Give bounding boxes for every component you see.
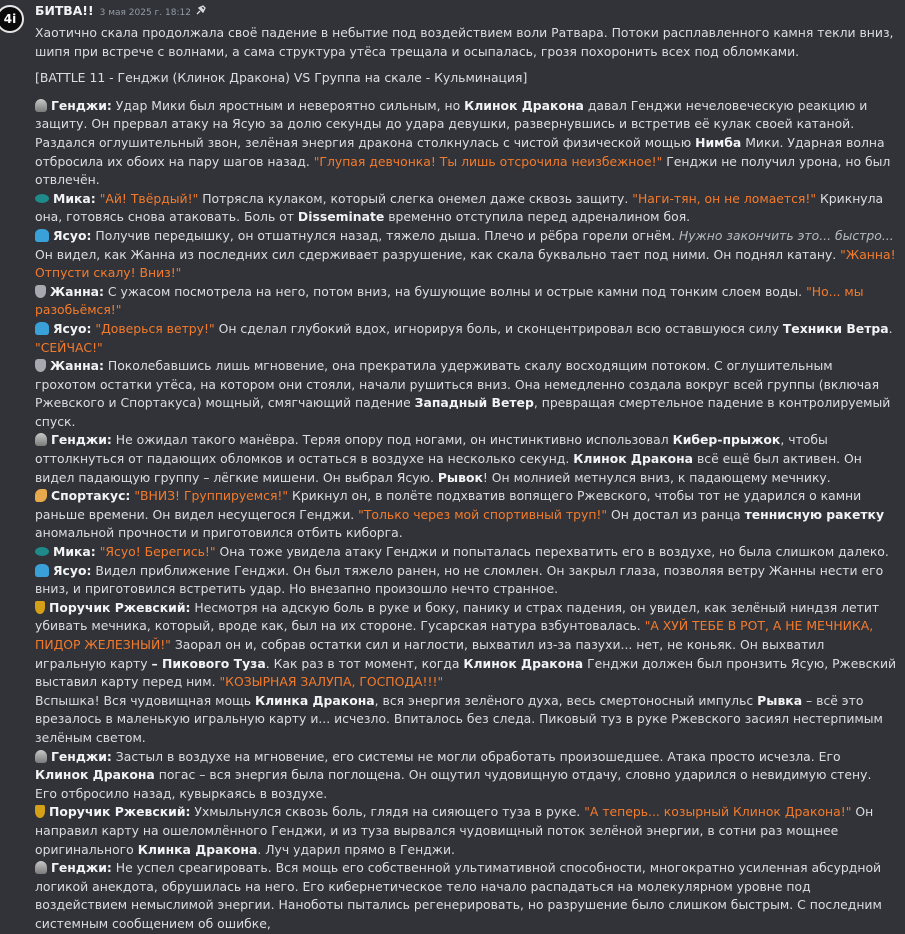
narration: Мики. Ударная волна отбросила их обоих на пару шагов назад. — [35, 134, 885, 169]
jeanne-icon — [35, 359, 46, 372]
log-line — [35, 320, 897, 357]
quote: "Но... мы разобьёмся!" — [35, 283, 864, 318]
speaker-name: Жанна: — [50, 283, 104, 299]
narration: Видел приближение Генджи. Он был тяжело ранен, но не сломлен. Он закрыл глаза, позволяя ветру Жанны нести его вниз, и приготовился встретить удар. Но внезапно произошло нечто странное. — [35, 562, 884, 597]
log-line — [35, 190, 897, 227]
intro-paragraph: Хаотично скала продолжала своё падение в небытие под воздействием воли Ратвара. Потоки расплавленного камня текли вниз, шипя при встрече с волнами, а сама структура утёса трещала и осыпалась, грозя похоронить всех под обломками. — [35, 25, 894, 59]
sportacus-icon — [35, 489, 47, 502]
quote: "Только через мой спортивный труп!" — [358, 506, 608, 522]
narration: временно отступила перед адреналином боя. — [384, 209, 691, 225]
genji-icon — [35, 99, 47, 112]
log-line — [35, 283, 897, 320]
log-line — [35, 97, 897, 190]
rzhevsky-icon — [35, 601, 45, 614]
narration: давал Генджи нечеловеческую реакцию и защиту. Он прервал атаку на Ясую за долю секунды до удара девушки, развернувшись и встретив её кулак своей катаной. Раздался оглушительный звон, зелёная энергия дракона столкнулась с чистой физической мощью — [35, 97, 868, 150]
narration: , вся энергия зелёного духа, весь смертоносный импульс — [374, 692, 758, 708]
narration: всё ещё был активен. Он видел падающую группу – лёгкие мишени. Он выбрал Ясую. — [35, 451, 862, 485]
bold-term: Клинка Дракона — [254, 692, 375, 708]
jeanne-icon — [35, 285, 46, 298]
narration: Он направил карту на ошеломлённого Генджи, и из туза вырвался чудовищный поток зелёной энергии, в сотни раз мощнее оригинального — [35, 804, 874, 857]
message-timestamp[interactable]: 3 мая 2025 г. 18:12 — [99, 8, 191, 18]
narration: Она тоже увидела атаку Генджи и попыталась перехватить его в воздухе, но была слишком далеко. — [215, 544, 889, 560]
bold-term: Disseminate — [297, 209, 385, 225]
bold-term: Рывка — [757, 692, 803, 708]
log-line — [35, 562, 897, 599]
battle-title: [BATTLE 11 - Генджи (Клинок Дракона) VS Группа на скале - Кульминация] — [35, 70, 528, 86]
thought: Нужно закончить это... быстро... — [678, 227, 894, 243]
speaker-name: Жанна: — [50, 358, 104, 374]
bold-term: Клинка Дракона — [137, 841, 258, 857]
speaker-name: Генджи: — [51, 432, 112, 448]
genji-icon — [35, 750, 47, 763]
narration: Получив передышку, он отшатнулся назад, тяжело дыша. Плечо и рёбра горели огнём. — [91, 227, 679, 243]
author-name[interactable]: БИТВА!! — [35, 3, 94, 18]
log-line — [35, 227, 897, 283]
narration: Генджи не получил урона, но был отвлечён. — [35, 153, 891, 188]
bold-term: Нимба — [695, 134, 742, 150]
speaker-name: Генджи: — [51, 860, 112, 876]
quote: "А ХУЙ ТЕБЕ В РОТ, А НЕ МЕЧНИКА, ПИДОР ЖЕЛЕЗНЫЙ!" — [35, 618, 874, 652]
bold-term: Клинок Дракона — [464, 97, 584, 113]
narration: Не успел среагировать. Вся мощь его собственной ультимативной способности, многократно усиленная абсурдной логикой анекдота, обрушилась на него. Его кибернетическое тело начало распадаться на молекулярном уровне под воздействием немыслимой энергии. Нанoботы пытались регенерировать, но разрушение было слишком быстрым. С последним системным сообщением об ошибке, — [35, 860, 882, 931]
bold-term: Клинок Дракона — [463, 655, 584, 671]
quote: "Доверься ветру!" — [95, 320, 215, 336]
log-line — [35, 692, 897, 748]
bold-term: Западный Ветер — [414, 395, 534, 411]
narration: , чтобы оттолкнуться от падающих обломков и остаться в воздухе на несколько секунд. — [35, 432, 828, 467]
quote: "КОЗЫРНАЯ ЗАЛУПА, ГОСПОДА!!!" — [219, 674, 444, 690]
narration: Застыл в воздухе на мгновение, его системы не могли обработать произошедшее. Атака просто исчезла. Его — [111, 748, 841, 764]
genji-icon — [35, 433, 47, 446]
bold-term: Рывок — [437, 469, 483, 485]
quote: "ВНИЗ! Группируемся!" — [134, 488, 289, 504]
bold-term: теннисную ракетку — [744, 506, 885, 522]
speaker-name: Ясуо: — [53, 227, 92, 243]
rzhevsky-icon — [35, 805, 45, 818]
narration: Не ожидал такого манёвра. Теряя опору под ногами, он инстинктивно использовал — [111, 432, 673, 448]
narration: Он сделал глубокий вдох, игнорируя боль, и сконцентрировал всю оставшуюся силу — [214, 320, 783, 336]
quote: "А теперь... козырный Клинок Дракона!" — [584, 804, 852, 820]
log-line — [35, 543, 897, 562]
narration: . — [888, 320, 893, 336]
narration: Потрясла кулаком, который слегка онемел даже сквозь защиту. — [198, 190, 633, 206]
narration: С ужасом посмотрела на него, потом вниз, на бушующие волны и острые камни под тонким слоем воды. — [103, 283, 807, 299]
narration: – всё это врезалось в маленькую игральную карту и... исчезло. Впиталось без следа. Пиковый туз в руке Ржевского засиял нестерпимым зелёным светом. — [35, 692, 883, 745]
narration: Заорал он и, собрав остатки сил и наглости, выхватил из-за пазухи... нет, не коньяк. Он выхватил игральную карту — [35, 637, 825, 671]
yasuo-icon — [35, 564, 49, 577]
narration: Он достал из ранца — [607, 506, 745, 522]
narration: ! Он молнией метнулся вниз, к падающему мечнику. — [482, 469, 831, 485]
mika-icon — [35, 547, 49, 556]
speaker-name: Поручик Ржевский: — [49, 599, 191, 615]
narration: Удар Мики был яростным и невероятно сильным, но — [111, 97, 465, 113]
bold-term: Кибер-прыжок — [672, 432, 781, 448]
log-line — [35, 357, 897, 431]
log-line — [35, 431, 897, 487]
speaker-name: Ясуо: — [53, 562, 92, 578]
log-line — [35, 859, 897, 933]
narration: Он видел, как Жанна из последних сил сдерживает разрушение, как скала буквально тает под ними. Он поднял катану. — [35, 246, 841, 262]
log-line — [35, 748, 897, 804]
narration: Крикнул он, в полёте подхватив вопящего Ржевского, чтобы тот не ударился о камни раньше времени. Он видел несущегося Генджи. — [35, 488, 862, 522]
bold-term: Техники Ветра — [782, 320, 889, 336]
quote: "СЕЙЧАС!" — [35, 339, 103, 355]
narration: Крикнула она, готовясь снова атаковать. Боль от — [35, 190, 884, 225]
yasuo-icon — [35, 322, 49, 335]
speaker-name: Генджи: — [51, 97, 112, 113]
genji-icon — [35, 861, 47, 874]
narration: , превращая смертельное падение в контролируемый спуск. — [35, 395, 891, 429]
message-header — [35, 2, 207, 22]
narration: Поколебавшись лишь мгновение, она прекратила удерживать скалу восходящим потоком. С оглушительным грохотом остатки утёса, на котором они стояли, начали рушиться вниз. Она немедленно создала вокруг всей группы (включая Ржевского и Спортакуса) мощный, смягчающий падение — [35, 358, 880, 411]
narration: погас – вся энергия была поглощена. Он ощутил чудовищную отдачу, словно ударился о невидимую стену. Его отбросило назад, кувыркаясь в воздухе. — [35, 767, 872, 801]
speaker-name: Спортакус: — [51, 488, 131, 504]
speaker-name: Поручик Ржевский: — [49, 804, 191, 820]
quote: "Ясуо! Берегись!" — [99, 544, 216, 560]
quote: "Глупая девчонка! Ты лишь отсрочила неизбежное!" — [313, 153, 663, 169]
narration: Несмотря на адскую боль в руке и боку, панику и страх падения, он увидел, как зелёный ниндзя летит убивать мечника, который, вроде как, был на их стороне. Гусарская натура взбунтовалась. — [35, 599, 880, 634]
pin-icon — [195, 4, 207, 16]
bold-term: Клинок Дракона — [573, 451, 694, 467]
quote: "Ай! Твёрдый!" — [99, 190, 199, 206]
quote: "Наги-тян, он не ломается!" — [632, 190, 817, 206]
message-content — [35, 24, 897, 934]
speaker-name: Мика: — [53, 190, 96, 206]
mika-icon — [35, 194, 49, 203]
log-line — [35, 487, 897, 543]
speaker-name: Генджи: — [51, 748, 112, 764]
bold-term: Клинок Дракона — [35, 767, 155, 783]
narration: . Как раз в тот момент, когда — [265, 655, 464, 671]
log-line — [35, 599, 897, 692]
narration: . Луч ударил прямо в Генджи. — [257, 841, 455, 857]
narration: Ухмыльнулся сквозь боль, глядя на сияющего туза в руке. — [190, 804, 585, 820]
narration: Вспышка! Вся чудовищная мощь — [35, 692, 255, 708]
yasuo-icon — [35, 229, 49, 242]
quote: "Жанна! Отпусти скалу! Вниз!" — [35, 246, 896, 281]
narration: аномальной прочности и приготовился отбить киборга. — [35, 525, 403, 541]
narration: Генджи должен был пронзить Ясую, Ржевский выставил карту перед ним. — [35, 655, 897, 690]
bold-term: – Пикового Туза — [151, 655, 266, 671]
log-line — [35, 803, 897, 859]
speaker-name: Ясуо: — [53, 320, 92, 336]
battle-log — [35, 97, 897, 934]
speaker-name: Мика: — [53, 544, 96, 560]
bot-avatar[interactable]: 4i — [0, 5, 24, 33]
